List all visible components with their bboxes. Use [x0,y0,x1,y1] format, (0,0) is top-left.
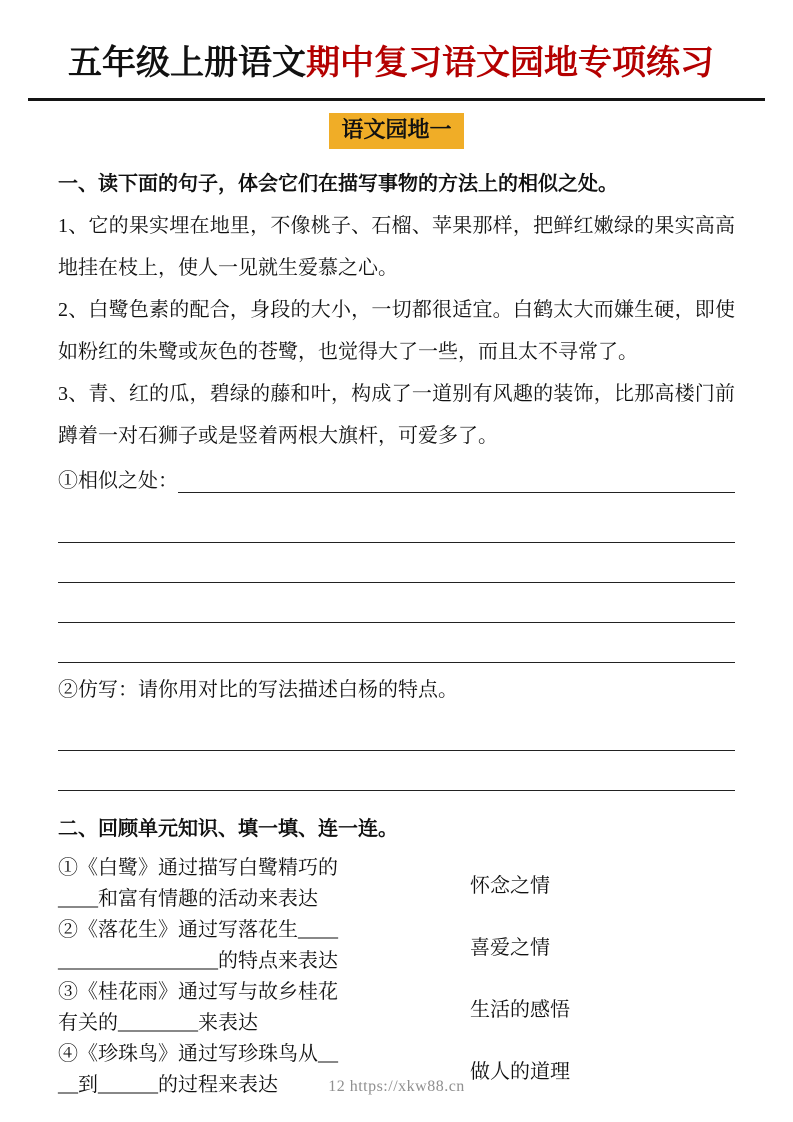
match-row-1 [58,853,735,915]
match-right-3: 生活的感悟 [470,999,570,1022]
answer-line [58,751,735,791]
match-left-3-line1: ③《桂花雨》通过写与故乡桂花 [58,980,338,1003]
match-left-4-line1: ④《珍珠鸟》通过写珍珠鸟从__ [58,1042,338,1065]
match-row-2 [58,915,735,977]
answer-line [58,543,735,583]
match-left-2 [58,915,466,977]
section-one-heading: 一、读下面的句子，体会它们在描写事物的方法上的相似之处。 [58,172,618,195]
match-left-3 [58,977,466,1039]
match-left-1-line2: ____和富有情趣的活动来表达 [58,887,318,910]
match-right-1: 怀念之情 [470,875,550,898]
match-right-4: 做人的道理 [470,1061,570,1084]
title-topic-part: 期中复习语文园地专项练习 [306,45,714,82]
answer-line [58,501,735,543]
section-one [58,163,735,791]
similarity-question-label: ①相似之处： [58,469,178,492]
title-divider [28,98,765,101]
answer-line [58,623,735,663]
title-grade-part: 五年级上册语文 [68,45,306,82]
section-two [58,809,735,1101]
answer-line [58,711,735,751]
match-left-2-line1: ②《落花生》通过写落花生____ [58,918,338,941]
answer-line [58,583,735,623]
badge-row [58,113,735,149]
answer-line-inline [178,492,735,493]
sentence-item-1: 1、它的果实埋在地里，不像桃子、石榴、苹果那样，把鲜红嫩绿的果实高高地挂在枝上，使人一见就生爱慕之心。 [58,214,735,279]
section-badge: 语文园地一 [329,113,463,149]
match-left-4-line2: __到______的过程来表达 [58,1073,278,1096]
section-two-heading: 二、回顾单元知识、填一填、连一连。 [58,817,398,840]
footer-url: 12 https://xkw88.cn [328,1078,465,1095]
match-left-1 [58,853,466,915]
page-title [58,42,735,86]
sentence-item-2: 2、白鹭色素的配合，身段的大小，一切都很适宜。白鹤太大而嫌生硬，即使如粉红的朱鹭或灰色的苍鹭，也觉得大了一些，而且太不寻常了。 [58,298,735,363]
imitation-question-label: ②仿写：请你用对比的写法描述白杨的特点。 [58,678,458,701]
sentence-item-3: 3、青、红的瓜，碧绿的藤和叶，构成了一道别有风趣的装饰，比那高楼门前蹲着一对石狮子或是竖着两根大旗杆，可爱多了。 [58,382,735,447]
match-left-2-line2: ________________的特点来表达 [58,949,338,972]
match-right-2: 喜爱之情 [470,937,550,960]
match-left-1-line1: ①《白鹭》通过描写白鹭精巧的 [58,856,338,879]
match-row-3 [58,977,735,1039]
similarity-question-line [58,457,735,501]
match-left-3-line2: 有关的________来表达 [58,1011,258,1034]
